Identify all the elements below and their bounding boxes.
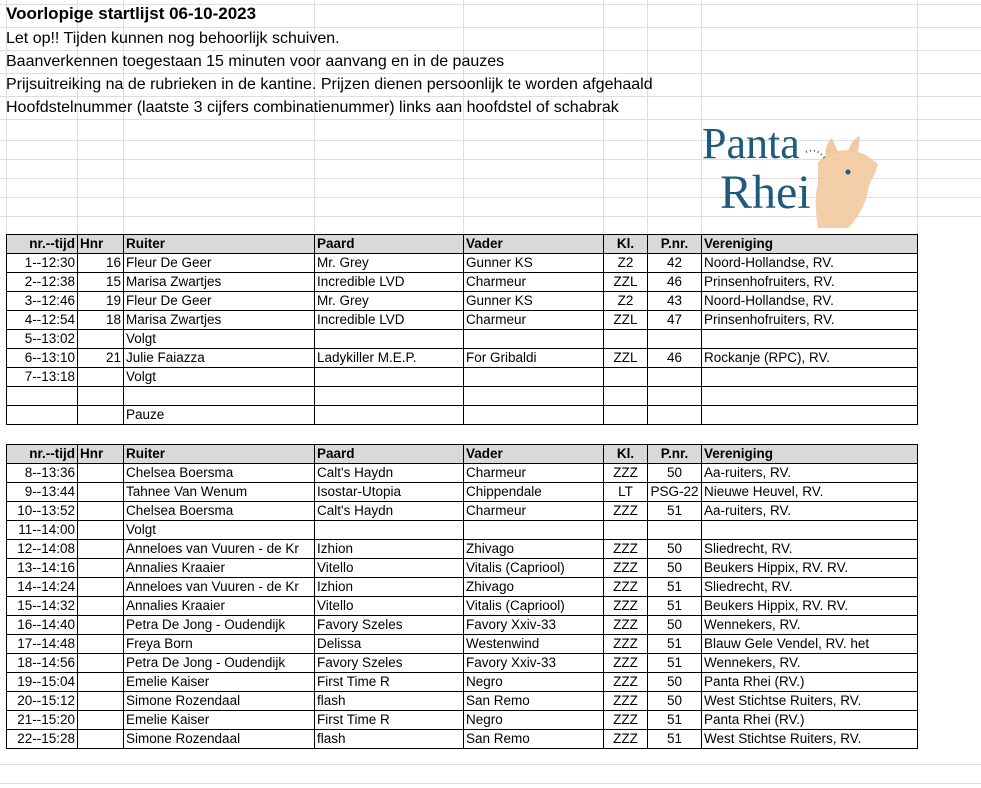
cell-rider: Petra De Jong - Oudendijk — [124, 654, 315, 673]
table-row — [7, 616, 918, 635]
cell-horse: Izhion — [315, 540, 464, 559]
cell-head-number — [78, 673, 124, 692]
cell-sire: Gunner KS — [464, 292, 604, 311]
startlist-table-1 — [6, 234, 918, 425]
cell-class — [604, 387, 648, 406]
cell-program-number: 51 — [648, 578, 702, 597]
cell-start-time: 22--15:28 — [7, 730, 78, 749]
cell-head-number: 19 — [78, 292, 124, 311]
cell-head-number — [78, 578, 124, 597]
table-row — [7, 730, 918, 749]
cell-horse: Favory Szeles — [315, 616, 464, 635]
cell-class: ZZZ — [604, 464, 648, 483]
cell-sire: Charmeur — [464, 311, 604, 330]
table-row — [7, 502, 918, 521]
cell-start-time — [7, 387, 78, 406]
cell-start-time: 21--15:20 — [7, 711, 78, 730]
cell-program-number: 50 — [648, 540, 702, 559]
cell-start-time: 7--13:18 — [7, 368, 78, 387]
column-header-sire: Vader — [464, 445, 604, 464]
cell-rider: Marisa Zwartjes — [124, 273, 315, 292]
cell-class — [604, 368, 648, 387]
cell-club: Noord-Hollandse, RV. — [702, 254, 918, 273]
cell-sire — [464, 330, 604, 349]
cell-start-time: 20--15:12 — [7, 692, 78, 711]
cell-sire: Chippendale — [464, 483, 604, 502]
cell-program-number: 47 — [648, 311, 702, 330]
cell-rider: Anneloes van Vuuren - de Kr — [124, 578, 315, 597]
cell-program-number: 46 — [648, 349, 702, 368]
table-row — [7, 483, 918, 502]
table-row — [7, 330, 918, 349]
cell-program-number — [648, 521, 702, 540]
cell-rider: Marisa Zwartjes — [124, 311, 315, 330]
cell-class: ZZL — [604, 311, 648, 330]
cell-head-number — [78, 540, 124, 559]
cell-start-time: 3--12:46 — [7, 292, 78, 311]
cell-horse: Mr. Grey — [315, 254, 464, 273]
cell-club: Panta Rhei (RV.) — [702, 711, 918, 730]
cell-start-time: 14--14:24 — [7, 578, 78, 597]
cell-start-time: 1--12:30 — [7, 254, 78, 273]
cell-horse: flash — [315, 692, 464, 711]
cell-rider: Freya Born — [124, 635, 315, 654]
cell-head-number — [78, 502, 124, 521]
cell-program-number: 51 — [648, 654, 702, 673]
cell-class: ZZZ — [604, 654, 648, 673]
column-header-club: Vereniging — [702, 445, 918, 464]
cell-horse — [315, 387, 464, 406]
page-title: Voorlopige startlijst 06-10-2023 — [6, 4, 257, 23]
cell-sire: Vitalis (Capriool) — [464, 597, 604, 616]
cell-class: LT — [604, 483, 648, 502]
table-row — [7, 464, 918, 483]
cell-start-time: 10--13:52 — [7, 502, 78, 521]
cell-club: Noord-Hollandse, RV. — [702, 292, 918, 311]
cell-program-number: 51 — [648, 711, 702, 730]
table-row — [7, 597, 918, 616]
cell-horse: First Time R — [315, 673, 464, 692]
cell-horse: Calt's Haydn — [315, 464, 464, 483]
cell-head-number: 18 — [78, 311, 124, 330]
table-row — [7, 368, 918, 387]
column-header-class: Kl. — [604, 235, 648, 254]
cell-rider: Volgt — [124, 521, 315, 540]
cell-head-number — [78, 692, 124, 711]
cell-sire: Negro — [464, 711, 604, 730]
column-header-horse: Paard — [315, 445, 464, 464]
cell-program-number — [648, 406, 702, 425]
cell-rider: Fleur De Geer — [124, 292, 315, 311]
logo-line-2: Rhei — [720, 166, 811, 219]
cell-class: ZZZ — [604, 692, 648, 711]
cell-club: Aa-ruiters, RV. — [702, 502, 918, 521]
cell-start-time: 9--13:44 — [7, 483, 78, 502]
cell-class: ZZZ — [604, 711, 648, 730]
cell-horse: First Time R — [315, 711, 464, 730]
cell-start-time: 11--14:00 — [7, 521, 78, 540]
cell-club: Blauw Gele Vendel, RV. het — [702, 635, 918, 654]
cell-head-number — [78, 616, 124, 635]
note-line-3: Prijsuitreiking na de rubrieken in de kantine. Prijzen dienen persoonlijk te worden afgehaald — [6, 76, 653, 93]
cell-class: ZZZ — [604, 540, 648, 559]
cell-class: ZZZ — [604, 635, 648, 654]
cell-club: Prinsenhofruiters, RV. — [702, 311, 918, 330]
cell-rider: Tahnee Van Wenum — [124, 483, 315, 502]
table-row — [7, 406, 918, 425]
cell-program-number: 51 — [648, 635, 702, 654]
cell-class: ZZZ — [604, 502, 648, 521]
cell-start-time — [7, 406, 78, 425]
cell-rider — [124, 387, 315, 406]
cell-club: West Stichtse Ruiters, RV. — [702, 692, 918, 711]
table-row — [7, 692, 918, 711]
cell-rider: Volgt — [124, 368, 315, 387]
cell-club — [702, 406, 918, 425]
cell-program-number: PSG-22 — [648, 483, 702, 502]
cell-club: Sliedrecht, RV. — [702, 540, 918, 559]
cell-class: ZZZ — [604, 559, 648, 578]
table-row — [7, 673, 918, 692]
cell-horse — [315, 368, 464, 387]
note-line-4: Hoofdstelnummer (laatste 3 cijfers combinatienummer) links aan hoofdstel of schabrak — [6, 99, 619, 116]
cell-horse: Favory Szeles — [315, 654, 464, 673]
cell-program-number — [648, 387, 702, 406]
cell-horse: Vitello — [315, 597, 464, 616]
column-header-start-time: nr.--tijd — [7, 235, 78, 254]
column-header-program-number: P.nr. — [648, 445, 702, 464]
cell-rider: Volgt — [124, 330, 315, 349]
cell-sire: Negro — [464, 673, 604, 692]
cell-head-number — [78, 483, 124, 502]
cell-start-time: 5--13:02 — [7, 330, 78, 349]
cell-head-number — [78, 387, 124, 406]
column-header-head-number: Hnr — [78, 445, 124, 464]
cell-rider: Pauze — [124, 406, 315, 425]
cell-program-number: 43 — [648, 292, 702, 311]
cell-sire: Zhivago — [464, 578, 604, 597]
cell-sire: Charmeur — [464, 273, 604, 292]
table-row — [7, 349, 918, 368]
cell-sire: Gunner KS — [464, 254, 604, 273]
cell-sire: Westenwind — [464, 635, 604, 654]
cell-program-number — [648, 368, 702, 387]
cell-head-number — [78, 559, 124, 578]
cell-club: Wennekers, RV. — [702, 654, 918, 673]
cell-head-number — [78, 406, 124, 425]
cell-start-time: 17--14:48 — [7, 635, 78, 654]
cell-program-number: 51 — [648, 730, 702, 749]
cell-class — [604, 406, 648, 425]
cell-program-number: 50 — [648, 464, 702, 483]
cell-head-number — [78, 654, 124, 673]
cell-club — [702, 368, 918, 387]
table-row — [7, 254, 918, 273]
cell-sire: Charmeur — [464, 464, 604, 483]
cell-rider: Annalies Kraaier — [124, 559, 315, 578]
column-header-program-number: P.nr. — [648, 235, 702, 254]
cell-program-number — [648, 330, 702, 349]
cell-club: Nieuwe Heuvel, RV. — [702, 483, 918, 502]
cell-club: Beukers Hippix, RV. RV. — [702, 559, 918, 578]
startlist-table-2 — [6, 444, 918, 749]
cell-rider: Anneloes van Vuuren - de Kr — [124, 540, 315, 559]
cell-horse: Izhion — [315, 578, 464, 597]
cell-rider: Julie Faiazza — [124, 349, 315, 368]
cell-start-time: 6--13:10 — [7, 349, 78, 368]
column-header-rider: Ruiter — [124, 445, 315, 464]
table-row — [7, 540, 918, 559]
cell-sire: Charmeur — [464, 502, 604, 521]
cell-sire: Favory Xxiv-33 — [464, 616, 604, 635]
cell-program-number: 50 — [648, 559, 702, 578]
cell-head-number — [78, 635, 124, 654]
cell-head-number — [78, 711, 124, 730]
cell-program-number: 42 — [648, 254, 702, 273]
cell-rider: Chelsea Boersma — [124, 502, 315, 521]
cell-head-number: 21 — [78, 349, 124, 368]
table-row — [7, 654, 918, 673]
cell-head-number — [78, 464, 124, 483]
cell-club: Rockanje (RPC), RV. — [702, 349, 918, 368]
cell-sire — [464, 521, 604, 540]
cell-class: ZZZ — [604, 616, 648, 635]
cell-start-time: 8--13:36 — [7, 464, 78, 483]
cell-horse: Delissa — [315, 635, 464, 654]
table-row — [7, 635, 918, 654]
cell-club: Prinsenhofruiters, RV. — [702, 273, 918, 292]
header-row — [7, 235, 918, 254]
cell-rider: Simone Rozendaal — [124, 692, 315, 711]
cell-sire: For Gribaldi — [464, 349, 604, 368]
header-row — [7, 445, 918, 464]
column-header-sire: Vader — [464, 235, 604, 254]
table-row — [7, 292, 918, 311]
table-row — [7, 578, 918, 597]
cell-class — [604, 521, 648, 540]
cell-sire: San Remo — [464, 730, 604, 749]
cell-class: ZZZ — [604, 597, 648, 616]
column-header-start-time: nr.--tijd — [7, 445, 78, 464]
cell-start-time: 12--14:08 — [7, 540, 78, 559]
column-header-class: Kl. — [604, 445, 648, 464]
cell-sire: Zhivago — [464, 540, 604, 559]
cell-program-number: 51 — [648, 502, 702, 521]
cell-start-time: 2--12:38 — [7, 273, 78, 292]
cell-program-number: 50 — [648, 616, 702, 635]
cell-horse: Incredible LVD — [315, 311, 464, 330]
cell-class: ZZL — [604, 349, 648, 368]
cell-horse: Calt's Haydn — [315, 502, 464, 521]
cell-program-number: 50 — [648, 692, 702, 711]
column-header-head-number: Hnr — [78, 235, 124, 254]
cell-club — [702, 521, 918, 540]
cell-rider: Fleur De Geer — [124, 254, 315, 273]
cell-rider: Annalies Kraaier — [124, 597, 315, 616]
table-row — [7, 559, 918, 578]
cell-program-number: 46 — [648, 273, 702, 292]
cell-sire: Favory Xxiv-33 — [464, 654, 604, 673]
cell-club: Panta Rhei (RV.) — [702, 673, 918, 692]
cell-club: West Stichtse Ruiters, RV. — [702, 730, 918, 749]
cell-club: Wennekers, RV. — [702, 616, 918, 635]
panta-rhei-logo — [698, 118, 884, 236]
cell-horse: flash — [315, 730, 464, 749]
table-row — [7, 273, 918, 292]
column-header-rider: Ruiter — [124, 235, 315, 254]
cell-rider: Petra De Jong - Oudendijk — [124, 616, 315, 635]
cell-program-number: 50 — [648, 673, 702, 692]
table-row — [7, 387, 918, 406]
cell-horse: Isostar-Utopia — [315, 483, 464, 502]
cell-class — [604, 330, 648, 349]
cell-club — [702, 330, 918, 349]
cell-class: ZZZ — [604, 673, 648, 692]
cell-start-time: 15--14:32 — [7, 597, 78, 616]
table-row — [7, 311, 918, 330]
cell-rider: Emelie Kaiser — [124, 711, 315, 730]
cell-class: ZZL — [604, 273, 648, 292]
cell-rider: Emelie Kaiser — [124, 673, 315, 692]
column-header-club: Vereniging — [702, 235, 918, 254]
cell-start-time: 19--15:04 — [7, 673, 78, 692]
table-row — [7, 711, 918, 730]
cell-head-number: 16 — [78, 254, 124, 273]
cell-horse: Vitello — [315, 559, 464, 578]
cell-club — [702, 387, 918, 406]
cell-class: Z2 — [604, 292, 648, 311]
cell-class: ZZZ — [604, 730, 648, 749]
cell-horse — [315, 406, 464, 425]
cell-club: Sliedrecht, RV. — [702, 578, 918, 597]
logo-line-1: Panta — [702, 119, 800, 168]
cell-class: ZZZ — [604, 578, 648, 597]
cell-head-number — [78, 368, 124, 387]
column-header-horse: Paard — [315, 235, 464, 254]
cell-sire — [464, 406, 604, 425]
cell-horse: Ladykiller M.E.P. — [315, 349, 464, 368]
cell-start-time: 4--12:54 — [7, 311, 78, 330]
cell-start-time: 16--14:40 — [7, 616, 78, 635]
cell-club: Beukers Hippix, RV. RV. — [702, 597, 918, 616]
cell-horse — [315, 521, 464, 540]
cell-horse — [315, 330, 464, 349]
cell-program-number: 51 — [648, 597, 702, 616]
cell-start-time: 18--14:56 — [7, 654, 78, 673]
cell-head-number: 15 — [78, 273, 124, 292]
cell-sire — [464, 368, 604, 387]
note-line-1: Let op!! Tijden kunnen nog behoorlijk schuiven. — [6, 30, 340, 47]
cell-head-number — [78, 597, 124, 616]
note-line-2: Baanverkennen toegestaan 15 minuten voor aanvang en in de pauzes — [6, 53, 505, 70]
cell-sire: San Remo — [464, 692, 604, 711]
cell-club: Aa-ruiters, RV. — [702, 464, 918, 483]
cell-head-number — [78, 521, 124, 540]
cell-rider: Simone Rozendaal — [124, 730, 315, 749]
cell-class: Z2 — [604, 254, 648, 273]
cell-horse: Mr. Grey — [315, 292, 464, 311]
cell-rider: Chelsea Boersma — [124, 464, 315, 483]
table-row — [7, 521, 918, 540]
cell-start-time: 13--14:16 — [7, 559, 78, 578]
cell-horse: Incredible LVD — [315, 273, 464, 292]
cell-sire: Vitalis (Capriool) — [464, 559, 604, 578]
cell-head-number — [78, 730, 124, 749]
cell-head-number — [78, 330, 124, 349]
cell-sire — [464, 387, 604, 406]
